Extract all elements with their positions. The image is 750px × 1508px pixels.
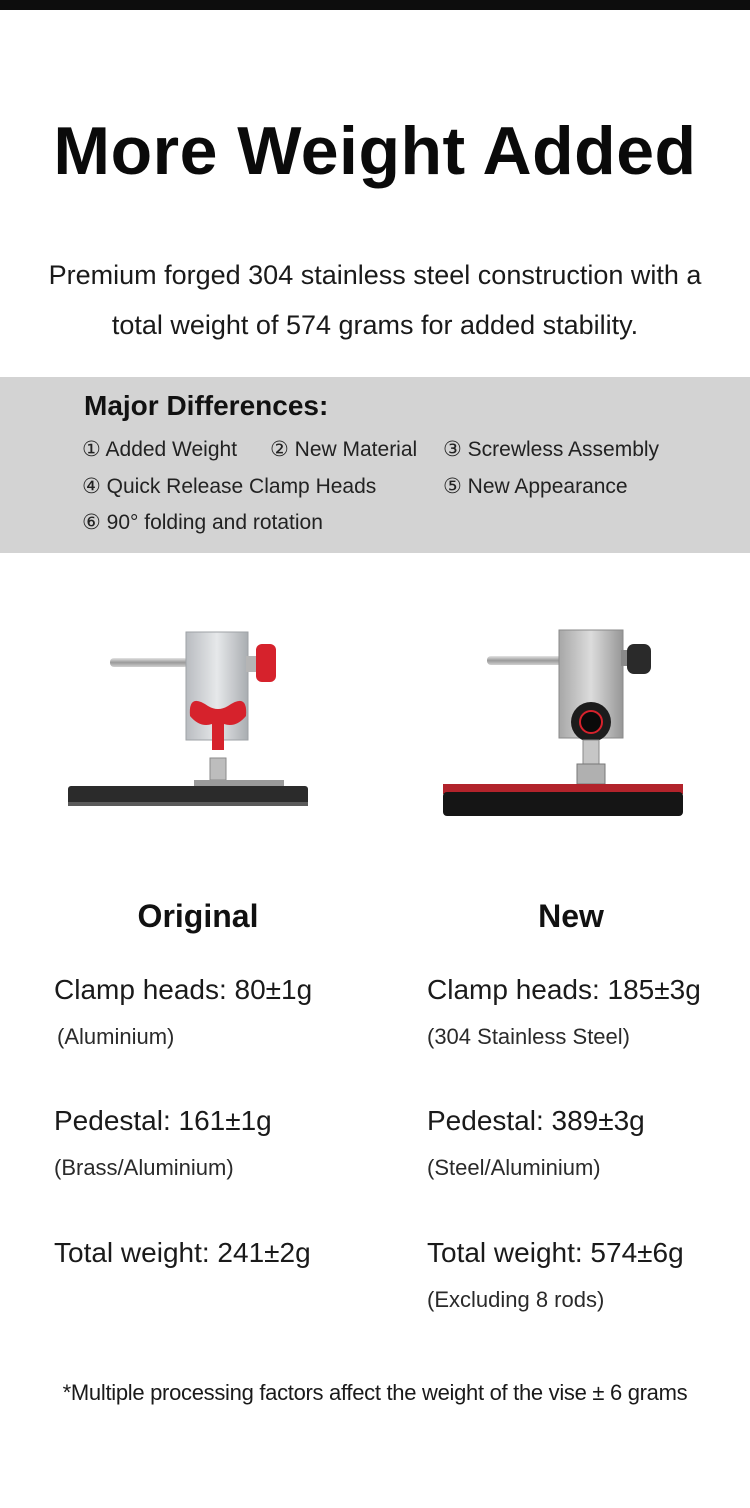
- new-vise-image: [435, 620, 695, 830]
- new-total-note: (Excluding 8 rods): [427, 1287, 605, 1312]
- difference-item: ⑥ 90° folding and rotation: [82, 511, 323, 534]
- original-clamp-weight: Clamp heads: 80±1g: [54, 974, 313, 1005]
- original-pedestal-material: (Brass/Aluminium): [54, 1155, 234, 1180]
- original-pedestal-weight: Pedestal: 161±1g: [54, 1105, 272, 1136]
- difference-item: ④ Quick Release Clamp Heads: [82, 475, 377, 498]
- new-pedestal-weight: Pedestal: 389±3g: [427, 1105, 645, 1136]
- new-clamp-weight: Clamp heads: 185±3g: [427, 974, 701, 1005]
- new-total-weight: Total weight: 574±6g: [427, 1237, 684, 1268]
- original-heading: Original: [137, 898, 259, 934]
- subtitle: [10, 250, 740, 350]
- subtitle-line-2: total weight of 574 grams for added stability.: [111, 310, 639, 340]
- original-clamp-material: (Aluminium): [57, 1024, 175, 1049]
- top-bar: [0, 0, 750, 10]
- page-title: More Weight Added: [53, 113, 697, 189]
- difference-item: ⑤ New Appearance: [443, 475, 628, 498]
- new-heading: New: [538, 898, 604, 934]
- new-pedestal-material: (Steel/Aluminium): [427, 1155, 601, 1180]
- differences-heading: Major Differences:: [84, 390, 329, 421]
- original-vise-image: [60, 620, 320, 830]
- difference-item: ② New Material: [270, 438, 418, 461]
- difference-item: ① Added Weight: [82, 438, 238, 461]
- original-total-weight: Total weight: 241±2g: [54, 1237, 311, 1268]
- new-clamp-material: (304 Stainless Steel): [427, 1024, 630, 1049]
- subtitle-line-1: Premium forged 304 stainless steel construction with a: [48, 260, 702, 290]
- difference-item: ③ Screwless Assembly: [443, 438, 660, 461]
- footnote: *Multiple processing factors affect the weight of the vise ± 6 grams: [62, 1380, 688, 1405]
